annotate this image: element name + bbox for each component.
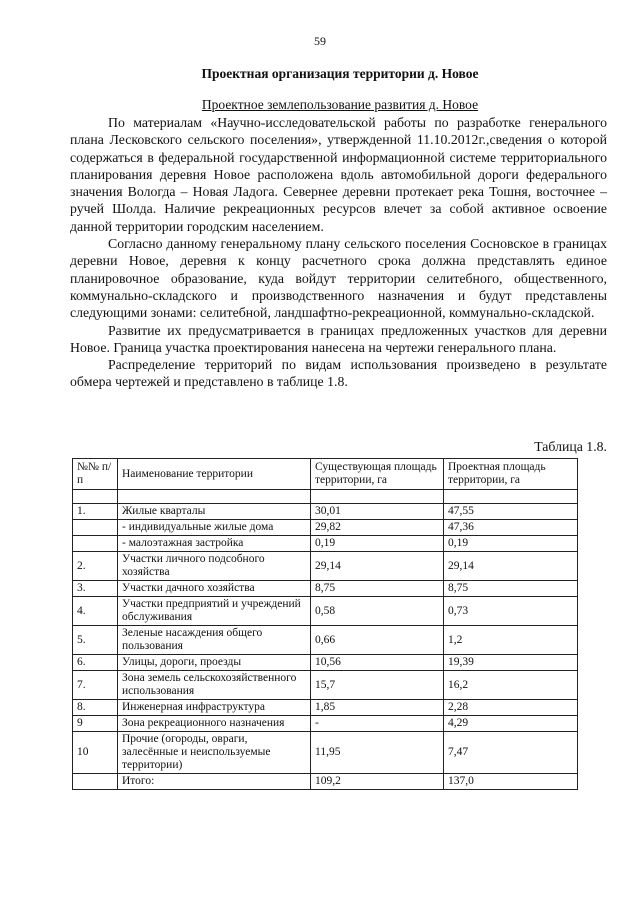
table-row [73, 655, 578, 671]
table-row [73, 671, 578, 700]
cell-number: 2. [73, 552, 118, 581]
cell-project: 0,19 [444, 536, 578, 552]
table-row [73, 581, 578, 597]
header-project-area: Проектная площадь территории, га [444, 459, 578, 490]
cell-project: 2,28 [444, 700, 578, 716]
cell-project: 16,2 [444, 671, 578, 700]
cell-project: 7,47 [444, 732, 578, 774]
cell-existing: 10,56 [311, 655, 444, 671]
cell-existing: 109,2 [311, 774, 444, 790]
cell-existing: 0,58 [311, 597, 444, 626]
cell-name: Зона земель сельскохозяйственного использования [118, 671, 311, 700]
cell-existing: 0,66 [311, 626, 444, 655]
cell-name: - малоэтажная застройка [118, 536, 311, 552]
cell-number [73, 774, 118, 790]
cell-existing: 8,75 [311, 581, 444, 597]
cell-existing: - [311, 716, 444, 732]
table-row [73, 536, 578, 552]
cell-number: 5. [73, 626, 118, 655]
table-spacer-row [73, 490, 578, 504]
cell-project: 29,14 [444, 552, 578, 581]
cell-number [73, 520, 118, 536]
cell-existing: 1,85 [311, 700, 444, 716]
land-use-table [72, 458, 578, 790]
cell-project: 47,36 [444, 520, 578, 536]
cell-number: 1. [73, 504, 118, 520]
page-number: 59 [314, 34, 326, 48]
table-row [73, 732, 578, 774]
paragraph: Развитие их предусматривается в границах предложенных участков для деревни Новое. Граница участка проектирования нанесена на чертежи генерального плана. [70, 322, 607, 355]
cell-project: 19,39 [444, 655, 578, 671]
cell-number: 9 [73, 716, 118, 732]
cell-name: Участки дачного хозяйства [118, 581, 311, 597]
cell-project: 1,2 [444, 626, 578, 655]
paragraph: Распределение территорий по видам использования произведено в результате обмера чертежей и представлено в таблице 1.8. [70, 357, 607, 390]
cell-name: Улицы, дороги, проезды [118, 655, 311, 671]
cell-existing: 30,01 [311, 504, 444, 520]
header-number: №№ п/п [73, 459, 118, 490]
paragraph: По материалам «Научно-исследовательской работы по разработке генерального плана Лесковского сельского поселения», утвержденной 11.10.2012г.,сведения о которой содержаться в федеральной государственной информационной системе территориального планирования деревня Новое расположена вдоль автомобильной дороги федерального значения Вологда – Новая Ладога. Севернее деревни протекает река Тошня, восточнее – ручей Шолда. Наличие рекреационных ресурсов влечет за собой активное освоение данной территории городским населением. [70, 115, 607, 234]
table-row [73, 716, 578, 732]
cell-name: Инженерная инфраструктура [118, 700, 311, 716]
cell-existing: 29,82 [311, 520, 444, 536]
table-caption: Таблица 1.8. [534, 439, 607, 454]
cell-name: Участки предприятий и учреждений обслуживания [118, 597, 311, 626]
table-row [73, 520, 578, 536]
cell-name: Прочие (огороды, овраги, залесённые и неиспользуемые территории) [118, 732, 311, 774]
cell-number: 8. [73, 700, 118, 716]
body-text [70, 114, 607, 391]
cell-project: 4,29 [444, 716, 578, 732]
cell-number: 10 [73, 732, 118, 774]
table-row [73, 504, 578, 520]
cell-name: Итого: [118, 774, 311, 790]
cell-number: 6. [73, 655, 118, 671]
header-existing-area: Существующая площадь территории, га [311, 459, 444, 490]
cell-existing: 15,7 [311, 671, 444, 700]
table-row [73, 626, 578, 655]
cell-existing: 0,19 [311, 536, 444, 552]
table-total-row [73, 774, 578, 790]
table-header-row [73, 459, 578, 490]
cell-number: 4. [73, 597, 118, 626]
table-row [73, 700, 578, 716]
cell-existing: 29,14 [311, 552, 444, 581]
cell-project: 137,0 [444, 774, 578, 790]
cell-project: 47,55 [444, 504, 578, 520]
cell-project: 8,75 [444, 581, 578, 597]
cell-number [73, 536, 118, 552]
cell-project: 0,73 [444, 597, 578, 626]
cell-number: 3. [73, 581, 118, 597]
table-row [73, 552, 578, 581]
paragraph: Согласно данному генеральному плану сельского поселения Сосновское в границах деревни Новое, деревня к концу расчетного срока должна представлять единое планировочное образование, куда войдут территории селитебного, общественного, коммунально-складского и производственного назначения и будут представлены следующими зонами: селитебной, ландшафтно-рекреационной, коммунально-складской. [70, 236, 607, 321]
table-row [73, 597, 578, 626]
cell-name: Зона рекреационного назначения [118, 716, 311, 732]
cell-name: Участки личного подсобного хозяйства [118, 552, 311, 581]
cell-name: Зеленые насаждения общего пользования [118, 626, 311, 655]
section-heading: Проектная организация территории д. Новое [201, 66, 479, 81]
cell-number: 7. [73, 671, 118, 700]
section-subheading: Проектное землепользование развития д. Новое [201, 97, 479, 112]
cell-existing: 11,95 [311, 732, 444, 774]
cell-name: Жилые кварталы [118, 504, 311, 520]
cell-name: - индивидуальные жилые дома [118, 520, 311, 536]
header-territory-name: Наименование территории [118, 459, 311, 490]
